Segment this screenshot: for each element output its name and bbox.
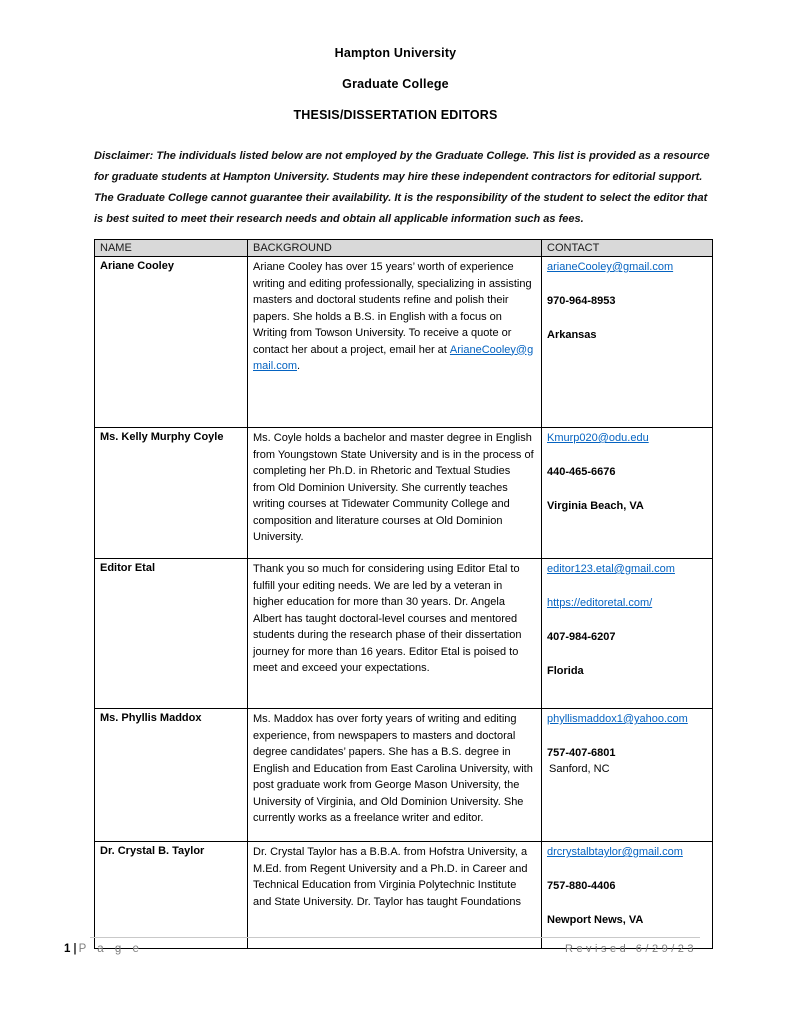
email-link[interactable]: Kmurp020@odu.edu: [547, 432, 649, 444]
disclaimer-text: Disclaimer: The individuals listed below are not employed by the Graduate College. This list is provided as a resource for graduate students at Hampton University. Students may hire these independent contractors for editorial support. The Graduate College cannot guarantee their availability. It is the responsibility of the student to select the editor that is best suited to meet their research needs and obtain all applicable information such as fees.: [94, 150, 710, 225]
editor-contact: [542, 257, 713, 428]
editor-contact: [542, 428, 713, 559]
column-header-background: BACKGROUND: [248, 240, 542, 257]
email-link[interactable]: drcrystalbtaylor@gmail.com: [547, 846, 683, 858]
editor-name: Dr. Crystal B. Taylor: [95, 842, 248, 949]
editor-background: Ms. Maddox has over forty years of writing and editing experience, from newspapers to masters and doctoral degree candidates’ papers. She has a B.S. degree in English and Education from East Carolina University, with post graduate work from George Mason University, the University of Virginia, and Old Dominion University. She currently works as a freelance writer and editor.: [248, 709, 542, 842]
footer-separator: |: [73, 943, 77, 955]
background-text: Ariane Cooley has over 15 years’ worth of experience writing and editing professionally, specializing in assisting masters and doctoral students refine and polish their papers. She holds a B.S. in English with a focus on Writing from Towson University. To receive a quote or contact her about a project, email her at: [253, 261, 532, 356]
footer-divider: [90, 937, 700, 938]
phone-number: 407-984-6207: [547, 631, 616, 643]
editor-row-ariane-cooley: [95, 257, 713, 428]
location-text: Sanford, NC: [549, 763, 610, 775]
editor-row-kelly-murphy-coyle: [95, 428, 713, 559]
editor-background: Dr. Crystal Taylor has a B.B.A. from Hofstra University, a M.Ed. from Regent University and a Ph.D. in Career and Technical Education from Virginia Polytechnic Institute and State University. Dr. Taylor has taught Foundations: [248, 842, 542, 949]
editor-row-editor-etal: [95, 559, 713, 709]
phone-number: 970-964-8953: [547, 295, 616, 307]
footer-page-label: [64, 943, 143, 955]
title-heading: THESIS/DISSERTATION EDITORS: [293, 108, 498, 122]
editor-row-phyllis-maddox: [95, 709, 713, 842]
document-header: [0, 0, 791, 122]
email-link[interactable]: phyllismaddox1@yahoo.com: [547, 713, 688, 725]
background-text-suffix: .: [297, 360, 301, 372]
editor-row-crystal-taylor: [95, 842, 713, 949]
location-text: Florida: [547, 665, 584, 677]
editors-table: [94, 239, 713, 949]
editor-background: Thank you so much for considering using Editor Etal to fulfill your editing needs. We are led by a veteran in higher education for more than 30 years. Dr. Angela Albert has taught doctoral-level courses and mentored students during the research phase of their dissertation journey for more than 16 years. Editor Etal is poised to meet and exceed your expectations.: [248, 559, 542, 709]
phone-number: 757-880-4406: [547, 880, 616, 892]
title-college: Graduate College: [342, 77, 449, 91]
phone-number: 440-465-6676: [547, 466, 616, 478]
editor-name: Ariane Cooley: [95, 257, 248, 428]
title-university: Hampton University: [334, 46, 457, 60]
editor-background: [248, 257, 542, 428]
email-link[interactable]: arianeCooley@gmail.com: [547, 261, 674, 273]
location-text: Virginia Beach, VA: [547, 500, 644, 512]
page-number: 1: [64, 943, 72, 955]
website-link[interactable]: https://editoretal.com/: [547, 597, 653, 609]
column-header-name: NAME: [95, 240, 248, 257]
footer-revised-date: Revised 6/29/23: [565, 943, 697, 955]
editor-name: Ms. Kelly Murphy Coyle: [95, 428, 248, 559]
table-header-row: [95, 240, 713, 257]
editor-contact: [542, 709, 713, 842]
location-text: Arkansas: [547, 329, 597, 341]
email-link[interactable]: editor123.etal@gmail.com: [547, 563, 675, 575]
location-text: Newport News, VA: [547, 914, 644, 926]
column-header-contact: CONTACT: [542, 240, 713, 257]
editor-contact: [542, 559, 713, 709]
editor-contact: [542, 842, 713, 949]
inline-email-link[interactable]: ArianeCooley@gmail.com: [253, 343, 534, 372]
editor-background: Ms. Coyle holds a bachelor and master degree in English from Youngstown State University and is in the process of completing her Ph.D. in Rhetoric and Textual Studies from Old Dominion University. She currently teaches writing courses at Tidewater Community College and composition and literature courses at Old Dominion University.: [248, 428, 542, 559]
editor-name: Editor Etal: [95, 559, 248, 709]
editor-name: Ms. Phyllis Maddox: [95, 709, 248, 842]
footer-page-word: P a g e: [78, 943, 143, 955]
phone-number: 757-407-6801: [547, 747, 616, 759]
